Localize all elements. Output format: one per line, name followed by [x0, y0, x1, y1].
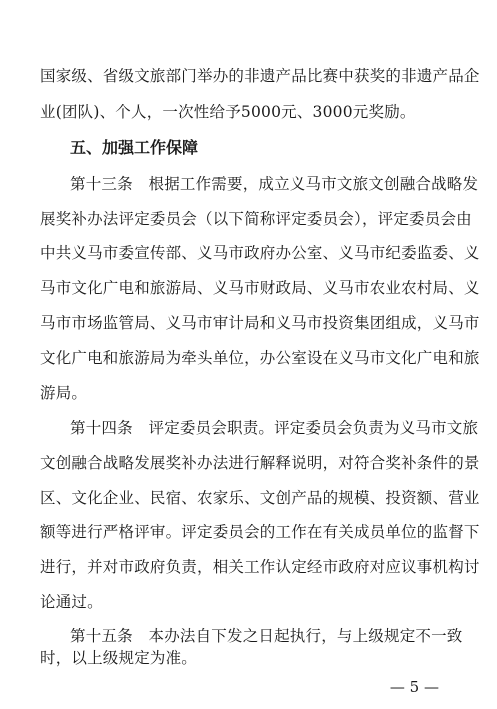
article-13-line: 游局。: [40, 384, 88, 402]
page-number: — 5 —: [389, 678, 439, 696]
article-15-line: 第十五条 本办法自下发之日起执行，与上级规定不一致: [70, 627, 463, 645]
article-13-line: 第十三条 根据工作需要，成立义马市文旅文创融合战略发: [70, 175, 479, 193]
article-13-line: 中共义马市委宣传部、义马市政府办公室、义马市纪委监委、义: [40, 244, 480, 262]
article-14-line: 进行，并对市政府负责，相关工作认定经市政府对应议事机构讨: [40, 558, 480, 576]
article-14-line: 文创融合战略发展奖补办法进行解释说明，对符合奖补条件的景: [40, 454, 480, 472]
article-14-line: 区、文化企业、民宿、农家乐、文创产品的规模、投资额、营业: [40, 489, 480, 507]
article-15-line: 时，以上级规定为准。: [40, 649, 198, 667]
article-13-line: 马市市场监管局、义马市审计局和义马市投资集团组成，义马市: [40, 314, 480, 332]
text-line: 业(团队)、个人，一次性给予5000元、3000元奖励。: [40, 103, 416, 121]
article-13-line: 马市文化广电和旅游局、义马市财政局、义马市农业农村局、义: [40, 279, 480, 297]
article-14-line: 论通过。: [40, 593, 103, 611]
article-13-line: 文化广电和旅游局为牵头单位，办公室设在义马市文化广电和旅: [40, 349, 480, 367]
section-heading: 五、加强工作保障: [70, 138, 199, 157]
article-13-line: 展奖补办法评定委员会（以下简称评定委员会），评定委员会由: [40, 210, 472, 228]
text-line: 国家级、省级文旅部门举办的非遗产品比赛中获奖的非遗产品企: [40, 67, 480, 85]
article-14-line: 额等进行严格评审。评定委员会的工作在有关成员单位的监督下: [40, 523, 480, 541]
article-14-line: 第十四条 评定委员会职责。评定委员会负责为义马市文旅: [70, 419, 479, 437]
